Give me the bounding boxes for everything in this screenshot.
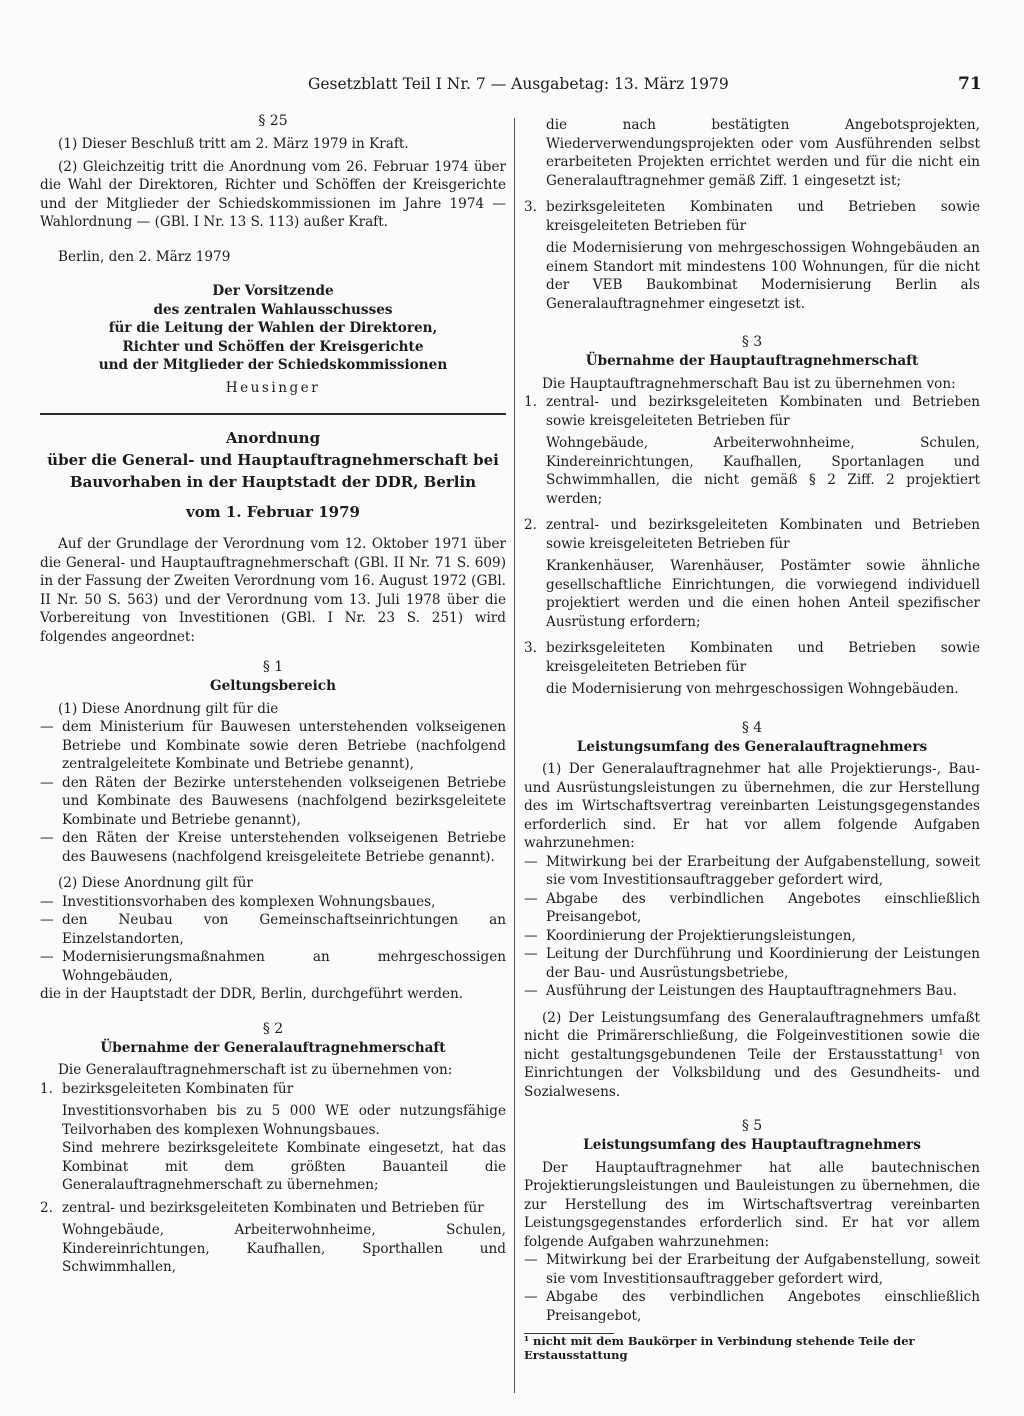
item-number: 1. [524,394,537,410]
list-item-text: Abgabe des verbindlichen Angebotes einschließlich Preisangebot, [546,1289,980,1324]
preamble: Auf der Grundlage der Verordnung vom 12. Oktober 1971 über die General- und Hauptauftragnehmerschaft (GBl. II Nr. 71 S. 609) in der Fassung der Zweiten Verordnung vom 16. August 1972 (GBl. II Nr. 50 S. 563) und der Verordnung vom 13. Juli 1978 über die Vorbereitung von Investitionen (GBl. I Nr. 23 S. 251) wird folgendes angeordnet: [40,536,506,645]
section-1-heading: § 1 [262,659,284,675]
list-item [524,853,980,890]
list-item-text: Abgabe des verbindlichen Angebotes einschließlich Preisangebot, [546,890,980,925]
item-number: 2. [40,1199,53,1216]
list-item [524,982,980,1001]
list-item [40,911,506,948]
list-item-text: dem Ministerium für Bauwesen unterstehenden volkseigenen Betriebe und Kombinate sowie deren Betriebe (nachfolgend zentralgeleitete Kombinate und Betriebe genannt), [62,719,506,772]
numbered-item [40,1080,506,1099]
signature-line: und der Mitglieder der Schiedskommissionen [98,357,448,373]
section-5-paragraph-1: Der Hauptauftragnehmer hat alle bautechnischen Projektierungsleistungen und Bauleistungen zu übernehmen, die zur Herstellung des im Wirtschaftsvertrag vereinbarten Leistungsgegenstandes erforderlich sind. Er hat vor allem folgende Aufgaben wahrzunehmen: [524,1159,980,1250]
section-25-heading: § 25 [258,113,288,129]
item-number: 3. [524,640,537,656]
list-item-text: Modernisierungsmaßnahmen an mehrgeschossigen Wohngebäuden, [62,949,506,984]
list-item-text: Ausführung der Leistungen des Hauptauftragnehmers Bau. [546,983,957,999]
item-subtext: die Modernisierung von mehrgeschossigen Wohngebäuden an einem Standort mit mindestens 100 Wohnungen, für die nicht der VEB Baukombinat Modernisierung Berlin als Generalauftragnehmer eingesetzt ist. [546,240,980,312]
dash-marker: — [524,1289,538,1305]
section-2-title: Übernahme der Generalauftragnehmerschaft [100,1039,446,1056]
ordinance-title: über die General- und Hauptauftragnehmerschaft bei [47,451,499,469]
dash-marker: — [40,893,54,910]
list-item-text: den Räten der Kreise unterstehenden volkseigenen Betriebe des Bauwesens (nachfolgend kreisgeleitete Betriebe genannt). [62,830,506,865]
dash-marker: — [40,912,54,928]
item-text: zentral- und bezirksgeleiteten Kombinaten und Betrieben sowie kreisgeleiteten Betrieben für [546,517,980,552]
ordinance-title: Anordnung [225,429,321,447]
numbered-item [524,198,980,235]
item-subtext: Investitionsvorhaben bis zu 5 000 WE oder nutzungsfähige Teilvorhaben des komplexen Wohnungsbaues. [62,1103,506,1138]
dash-marker: — [524,927,538,944]
item-subtext: Krankenhäuser, Warenhäuser, Postämter sowie ähnliche gesellschaftliche Einrichtungen, die vorwiegend individuell projektiert werden und die einen hohen Anteil spezifischer Ausrüstung erfordern; [546,558,980,630]
section-4-paragraph-2: (2) Der Leistungsumfang des Generalauftragnehmers umfaßt nicht die Primärerschließung, die Folgeinvestitionen sowie die nicht gestaltungsgebundenen Teile der Erstausstattung¹ von Einrichtungen der Volksbildung und des Gesundheits- und Sozialwesens. [524,1009,980,1100]
section-3-heading: § 3 [741,334,763,350]
section-1-title: Geltungsbereich [210,678,336,694]
item-number: 3. [524,199,537,215]
section-4-title: Leistungsumfang des Generalauftragnehmers [576,738,928,755]
signature-line: Richter und Schöffen der Kreisgerichte [122,338,424,355]
section-1-closing: die in der Hauptstadt der DDR, Berlin, durchgeführt werden. [40,986,464,1002]
item-text: bezirksgeleiteten Kombinaten und Betrieben sowie kreisgeleiteten Betrieben für [546,640,980,675]
list-item [524,1251,980,1288]
list-item-text: den Räten der Bezirke unterstehenden volkseigenen Betriebe und Kombinate des Bauwesens (nachfolgend bezirksgeleitete Kombinate und Betriebe genannt), [62,774,506,828]
footnote: ¹ nicht mit dem Baukörper in Verbindung stehende Teile der Erstausstattung [524,1334,915,1362]
dash-marker: — [524,983,538,999]
section-3-intro: Die Hauptauftragnehmerschaft Bau ist zu übernehmen von: [542,375,956,392]
column-divider [514,118,515,1393]
numbered-item [524,516,980,553]
section-25-paragraph-2: (2) Gleichzeitig tritt die Anordnung vom 26. Februar 1974 über die Wahl der Direktoren, Richter und Schöffen der Kreisgerichte und der Mitglieder der Schiedskommissionen im Jahre 1974 — Wahlordnung — (GBl. I Nr. 13 S. 113) außer Kraft. [40,158,506,230]
list-item [40,948,506,985]
list-item [524,890,980,927]
right-column [524,116,980,1362]
list-item [40,829,506,866]
list-item [524,1288,980,1325]
dash-marker: — [524,946,538,962]
ordinance-date: vom 1. Februar 1979 [186,503,360,521]
ordinance-title: Bauvorhaben in der Hauptstadt der DDR, Berlin [69,473,477,491]
list-item [524,927,980,946]
section-4-heading: § 4 [741,719,763,736]
numbered-item [40,1199,506,1218]
item-text: zentral- und bezirksgeleiteten Kombinaten und Betrieben sowie kreisgeleiteten Betrieben für [546,394,980,429]
item-subtext: die Modernisierung von mehrgeschossigen Wohngebäuden. [546,681,959,697]
page-header-title: Gesetzblatt Teil I Nr. 7 — Ausgabetag: 13. März 1979 [308,75,729,93]
list-item-text: Leitung der Durchführung und Koordinierung der Leistungen der Bau- und Ausrüstungsbetriebe, [546,946,980,981]
list-item-text: den Neubau von Gemeinschaftseinrichtungen an Einzelstandorten, [62,912,506,947]
signer-name: Heusinger [225,379,321,396]
signature-line: des zentralen Wahlausschusses [153,301,393,318]
item-number: 1. [40,1080,53,1097]
section-25-paragraph-1: (1) Dieser Beschluß tritt am 2. März 1979 in Kraft. [58,136,409,152]
section-2-intro: Die Generalauftragnehmerschaft ist zu übernehmen von: [58,1062,453,1078]
item-text: bezirksgeleiteten Kombinaten für [62,1080,294,1097]
numbered-item [524,393,980,430]
list-item [40,774,506,830]
section-5-heading: § 5 [741,1118,763,1134]
signature-line: für die Leitung der Wahlen der Direktoren, [108,320,438,336]
item-subtext: Sind mehrere bezirksgeleitete Kombinate eingesetzt, hat das Kombinat mit dem größten Bauanteil die Generalauftragnehmerschaft zu übernehmen; [62,1140,506,1193]
dash-marker: — [40,949,54,965]
list-item [40,893,506,912]
dash-marker: — [524,853,538,870]
item-subtext: Wohngebäude, Arbeiterwohnheime, Schulen, Kindereinrichtungen, Kaufhallen, Sportanlagen und Schwimmhallen, die nicht gemäß § 2 Ziff. 2 projektiert werden; [546,435,980,507]
list-item-text: Koordinierung der Projektierungsleistungen, [546,927,856,944]
left-column [40,112,506,1277]
section-1-paragraph-1: (1) Diese Anordnung gilt für die [58,700,279,717]
section-5-title: Leistungsumfang des Hauptauftragnehmers [583,1137,921,1153]
page-number: 71 [958,74,982,94]
item-number: 2. [524,517,537,533]
item-text: bezirksgeleiteten Kombinaten und Betrieben sowie kreisgeleiteten Betrieben für [546,199,980,234]
item-text: zentral- und bezirksgeleiteten Kombinaten und Betrieben für [62,1199,484,1216]
dash-marker: — [40,719,54,735]
list-item-text: Mitwirkung bei der Erarbeitung der Aufgabenstellung, soweit sie vom Investitionsauftraggeber gefordert wird, [546,1252,980,1287]
section-3-title: Übernahme der Hauptauftragnehmerschaft [585,353,919,369]
place-date: Berlin, den 2. März 1979 [58,248,231,265]
section-2-heading: § 2 [262,1020,284,1037]
list-item [524,945,980,982]
list-item-text: Investitionsvorhaben des komplexen Wohnungsbaues, [62,893,436,910]
list-item-text: Mitwirkung bei der Erarbeitung der Aufgabenstellung, soweit sie vom Investitionsauftraggeber gefordert wird, [546,853,980,888]
section-4-paragraph-1: (1) Der Generalauftragnehmer hat alle Projektierungs-, Bau- und Ausrüstungsleistungen zu übernehmen, die zur Herstellung des im Wirtschaftsvertrag vereinbarten Leistungsgegenstandes erforderlich sind. Er hat vor allem folgende Aufgaben wahrzunehmen: [524,761,980,851]
item-subtext: Wohngebäude, Arbeiterwohnheime, Schulen, Kindereinrichtungen, Kaufhallen, Sporthallen und Schwimmhallen, [62,1222,506,1275]
signature-line: Der Vorsitzende [212,283,334,299]
dash-marker: — [524,1252,538,1268]
numbered-item [524,639,980,676]
dash-marker: — [524,890,538,907]
section-2-continuation: die nach bestätigten Angebotsprojekten, Wiederverwendungsprojekten oder vom Ausführenden selbst erarbeiteten Projekten errichtet werden und für die nicht ein Generalauftragnehmer gemäß Ziff. 1 eingesetzt ist; [546,117,980,189]
dash-marker: — [40,774,54,791]
section-1-paragraph-2: (2) Diese Anordnung gilt für [58,875,253,891]
signature-block [40,282,506,397]
list-item [40,718,506,774]
dash-marker: — [40,830,54,846]
